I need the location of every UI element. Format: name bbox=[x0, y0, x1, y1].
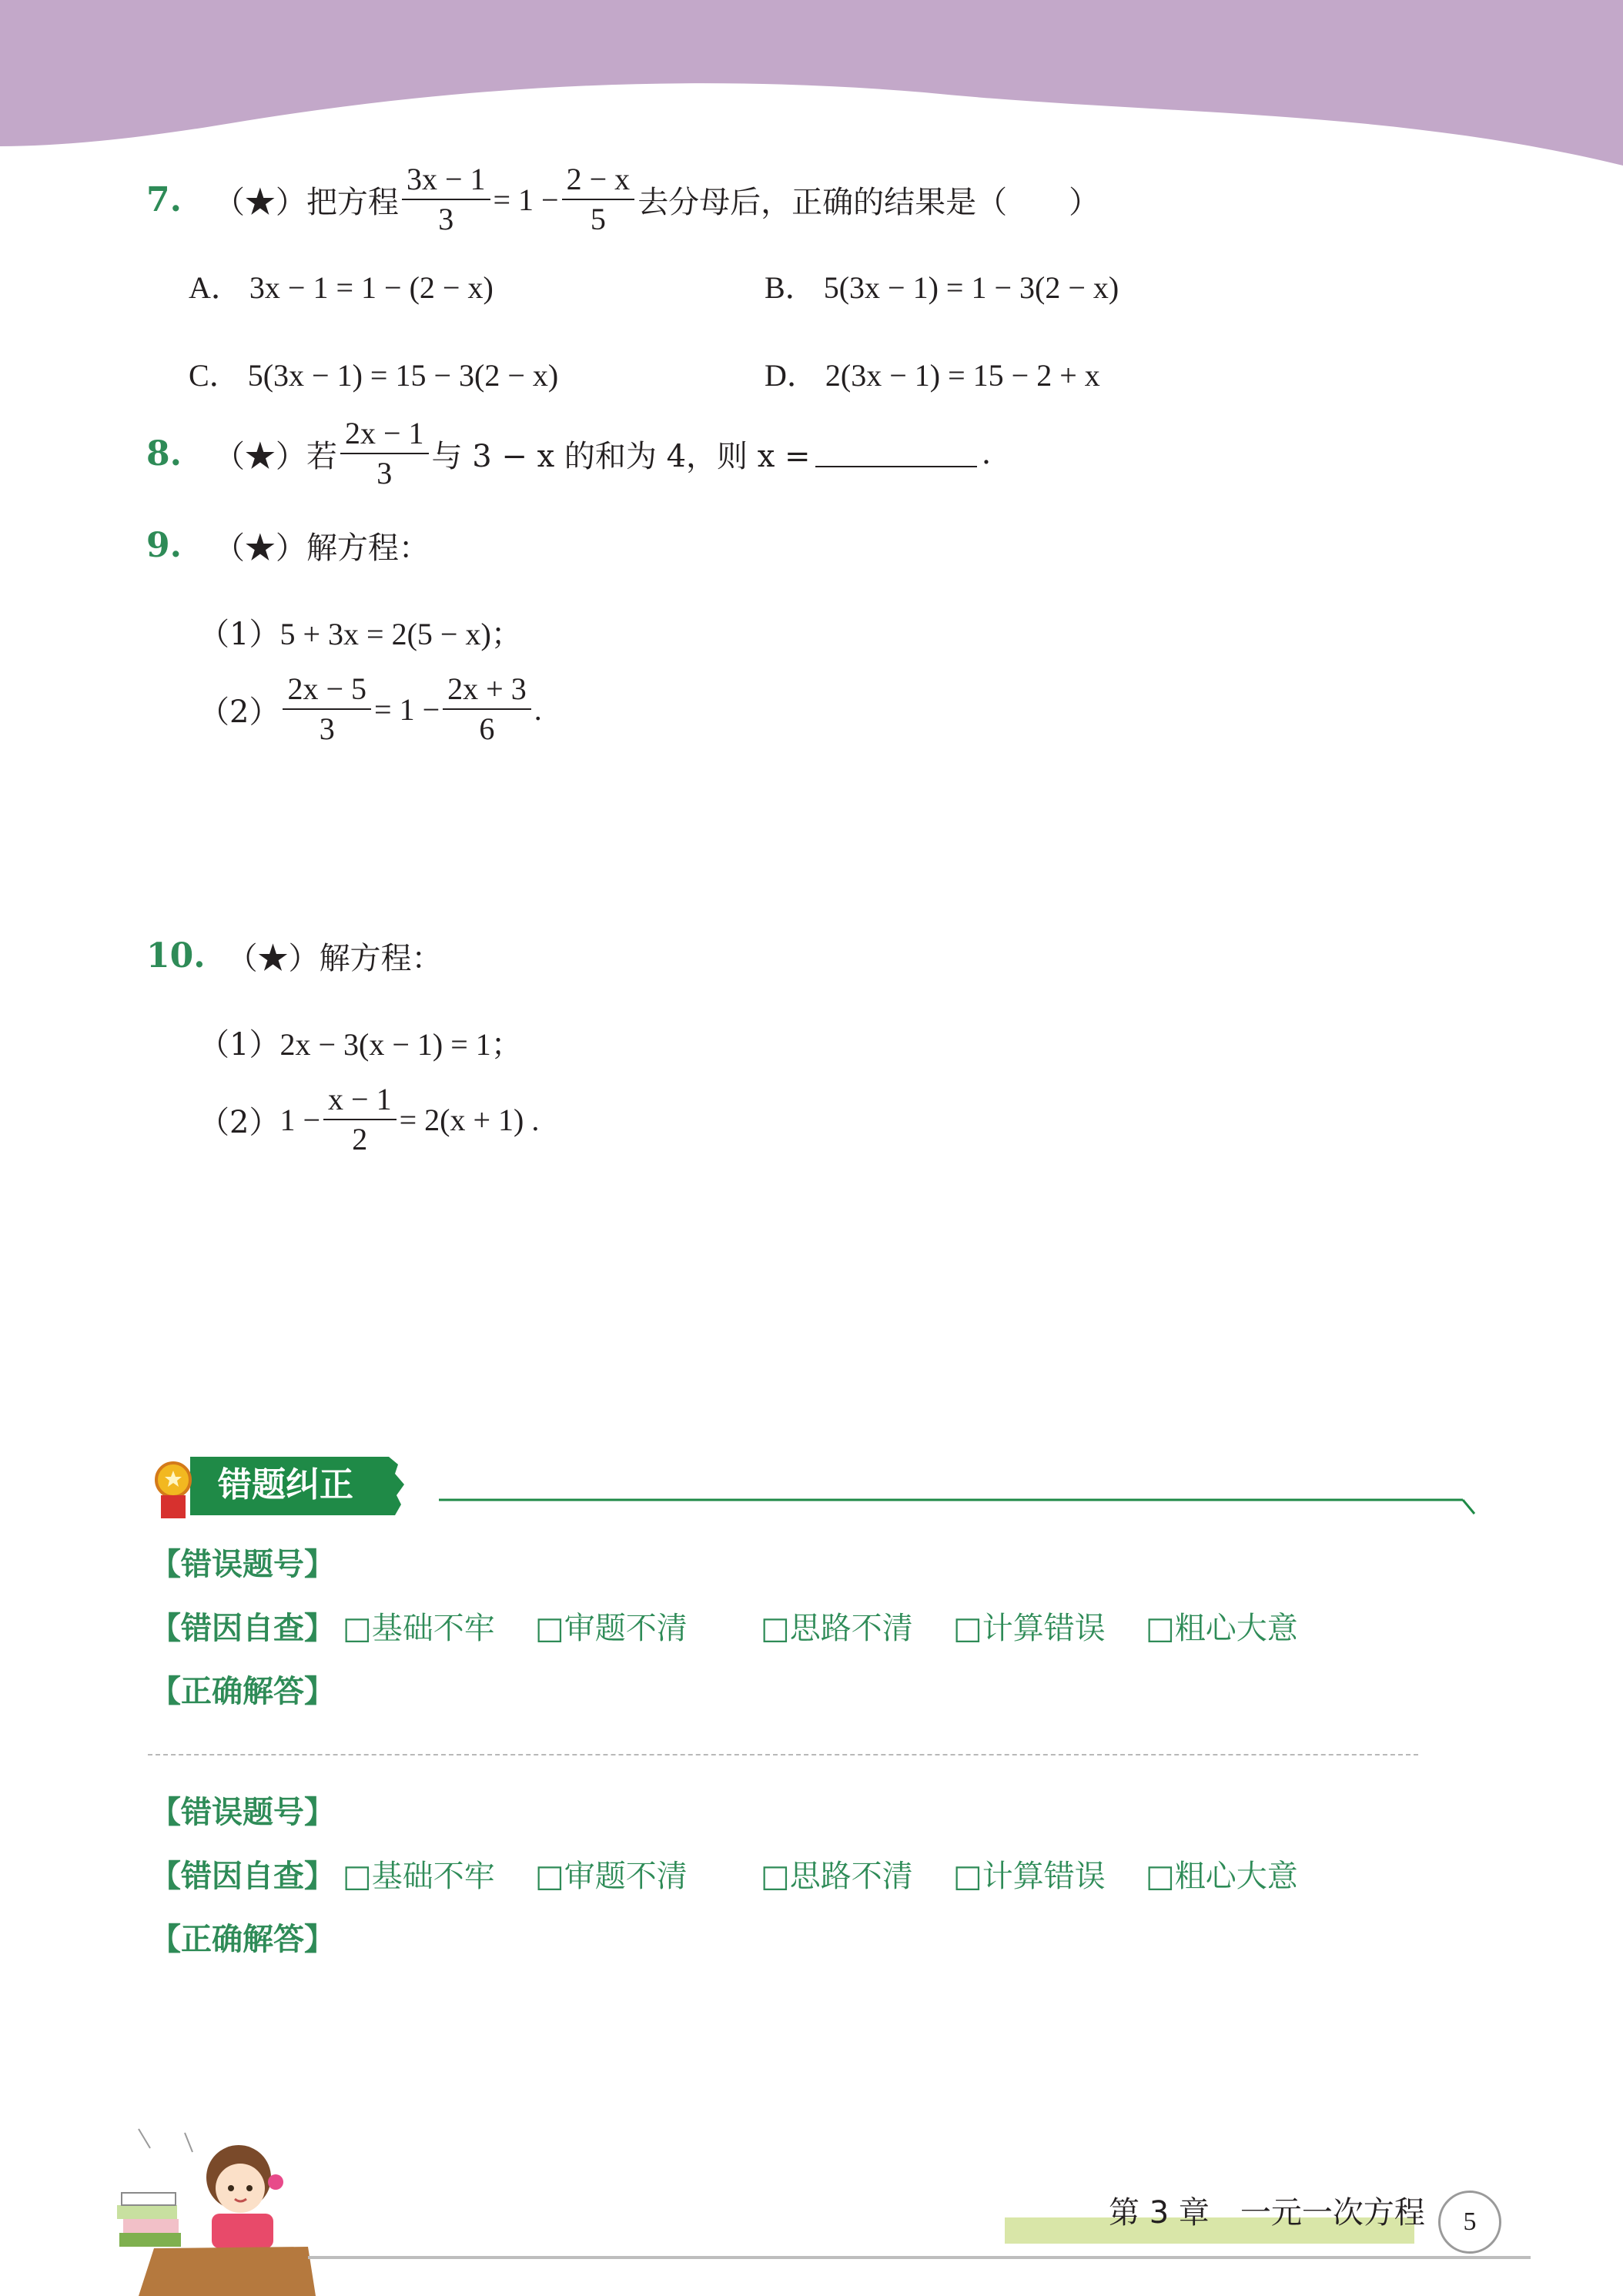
fraction bbox=[340, 416, 429, 491]
error-cause-row bbox=[150, 1604, 335, 1648]
checkbox-thinking[interactable]: □思路不清 bbox=[761, 1859, 913, 1894]
equation-part: = 2(x + 1) . bbox=[399, 1102, 540, 1137]
question-10-part-2 bbox=[199, 1082, 539, 1157]
page-number-badge bbox=[1438, 2191, 1501, 2254]
question-text: 解方程： bbox=[319, 941, 443, 976]
checkbox-reading[interactable]: □审题不清 bbox=[535, 1859, 688, 1894]
option-text: 5(3x − 1) = 1 − 3(2 − x) bbox=[823, 270, 1119, 305]
answer-blank[interactable] bbox=[815, 440, 977, 467]
question-text: . bbox=[981, 436, 992, 471]
headphone-icon bbox=[268, 2174, 283, 2190]
option-label: B． bbox=[765, 270, 816, 305]
option-d bbox=[765, 351, 1100, 395]
fraction-numerator: 2x + 3 bbox=[443, 671, 531, 710]
question-text: 解方程： bbox=[306, 530, 430, 566]
fraction bbox=[283, 671, 371, 747]
question-text: 与 3 − x 的和为 4，则 x = bbox=[431, 438, 811, 474]
checkbox-careless[interactable]: □粗心大意 bbox=[1146, 1859, 1298, 1894]
question-9-part-1 bbox=[199, 610, 522, 654]
page-number: 5 bbox=[1463, 2207, 1477, 2236]
fraction bbox=[402, 162, 490, 237]
option-label: A． bbox=[189, 270, 242, 305]
part-label: （1） bbox=[199, 1027, 280, 1063]
option-a bbox=[189, 263, 494, 307]
question-9-part-2 bbox=[199, 671, 542, 747]
equation: 5 + 3x = 2(5 − x)； bbox=[279, 617, 522, 651]
fraction-denominator: 3 bbox=[376, 456, 393, 490]
checkbox-calculation[interactable]: □计算错误 bbox=[953, 1859, 1106, 1894]
option-text: 5(3x − 1) = 15 − 3(2 − x) bbox=[247, 358, 559, 393]
error-cause-label: 【错因自查】 bbox=[150, 1611, 335, 1646]
option-label: D． bbox=[765, 358, 818, 393]
fraction bbox=[443, 671, 531, 747]
option-text: 2(3x − 1) = 15 − 2 + x bbox=[825, 358, 1100, 393]
desk bbox=[139, 2247, 316, 2296]
fraction-denominator: 3 bbox=[319, 711, 335, 746]
fraction bbox=[323, 1082, 397, 1157]
question-10-part-1 bbox=[199, 1020, 522, 1064]
header-band bbox=[0, 0, 1623, 177]
question-number: 8. bbox=[146, 433, 182, 474]
option-label: C． bbox=[189, 358, 240, 393]
equation-part: = 1 − bbox=[493, 182, 559, 217]
footer-rule bbox=[308, 2256, 1531, 2259]
option-c bbox=[189, 351, 558, 395]
question-8 bbox=[146, 416, 991, 491]
correction-title: 错题纠正 bbox=[218, 1465, 353, 1504]
equation-part: 1 − bbox=[279, 1102, 321, 1137]
fraction-denominator: 3 bbox=[438, 202, 454, 236]
difficulty-star: （★） bbox=[226, 941, 320, 976]
checkbox-careless[interactable]: □粗心大意 bbox=[1146, 1611, 1298, 1646]
fraction bbox=[562, 162, 635, 237]
question-number: 9. bbox=[146, 526, 182, 565]
option-text: 3x − 1 = 1 − (2 − x) bbox=[249, 270, 494, 305]
chapter-title: 第 3 章 一元一次方程 bbox=[1109, 2195, 1425, 2231]
equation-part: = 1 − bbox=[374, 691, 440, 727]
correct-answer-label: 【正确解答】 bbox=[150, 1922, 335, 1957]
option-b bbox=[765, 263, 1119, 307]
equation-part: . bbox=[534, 691, 542, 727]
fraction-numerator: 2 − x bbox=[562, 162, 635, 200]
fraction-numerator: 2x − 1 bbox=[340, 416, 429, 454]
correct-answer-label: 【正确解答】 bbox=[150, 1674, 335, 1709]
checkbox-basics[interactable]: □基础不牢 bbox=[343, 1611, 495, 1646]
fraction-denominator: 5 bbox=[590, 202, 606, 236]
fraction-denominator: 6 bbox=[479, 711, 495, 746]
question-text: 去分母后，正确的结果是（ ） bbox=[637, 184, 1100, 220]
question-text: 把方程 bbox=[306, 184, 399, 220]
question-7 bbox=[146, 162, 1099, 237]
block-divider bbox=[148, 1754, 1418, 1755]
question-10 bbox=[146, 934, 443, 978]
question-number: 10. bbox=[146, 936, 206, 976]
checkbox-calculation[interactable]: □计算错误 bbox=[953, 1611, 1106, 1646]
part-label: （2） bbox=[199, 1104, 280, 1140]
question-number: 7. bbox=[146, 179, 182, 219]
equation: 2x − 3(x − 1) = 1； bbox=[279, 1027, 522, 1062]
difficulty-star: （★） bbox=[213, 438, 306, 474]
fraction-numerator: 3x − 1 bbox=[402, 162, 490, 200]
checkbox-basics[interactable]: □基础不牢 bbox=[343, 1859, 495, 1894]
part-label: （1） bbox=[199, 617, 280, 652]
difficulty-star: （★） bbox=[213, 530, 306, 566]
error-cause-label: 【错因自查】 bbox=[150, 1859, 335, 1894]
part-label: （2） bbox=[199, 694, 280, 730]
wrong-question-number-label: 【错误题号】 bbox=[150, 1795, 335, 1830]
question-text: 若 bbox=[306, 438, 337, 474]
student-illustration bbox=[108, 2117, 323, 2296]
difficulty-star: （★） bbox=[213, 184, 306, 220]
fraction-numerator: x − 1 bbox=[323, 1082, 397, 1120]
checkbox-thinking[interactable]: □思路不清 bbox=[761, 1611, 913, 1646]
question-9 bbox=[146, 524, 430, 567]
medal-ribbon bbox=[161, 1495, 186, 1518]
checkbox-reading[interactable]: □审题不清 bbox=[535, 1611, 688, 1646]
fraction-numerator: 2x − 5 bbox=[283, 671, 371, 710]
fraction-denominator: 2 bbox=[352, 1122, 368, 1156]
wrong-question-number-label: 【错误题号】 bbox=[150, 1547, 335, 1582]
girl-face bbox=[216, 2164, 265, 2213]
